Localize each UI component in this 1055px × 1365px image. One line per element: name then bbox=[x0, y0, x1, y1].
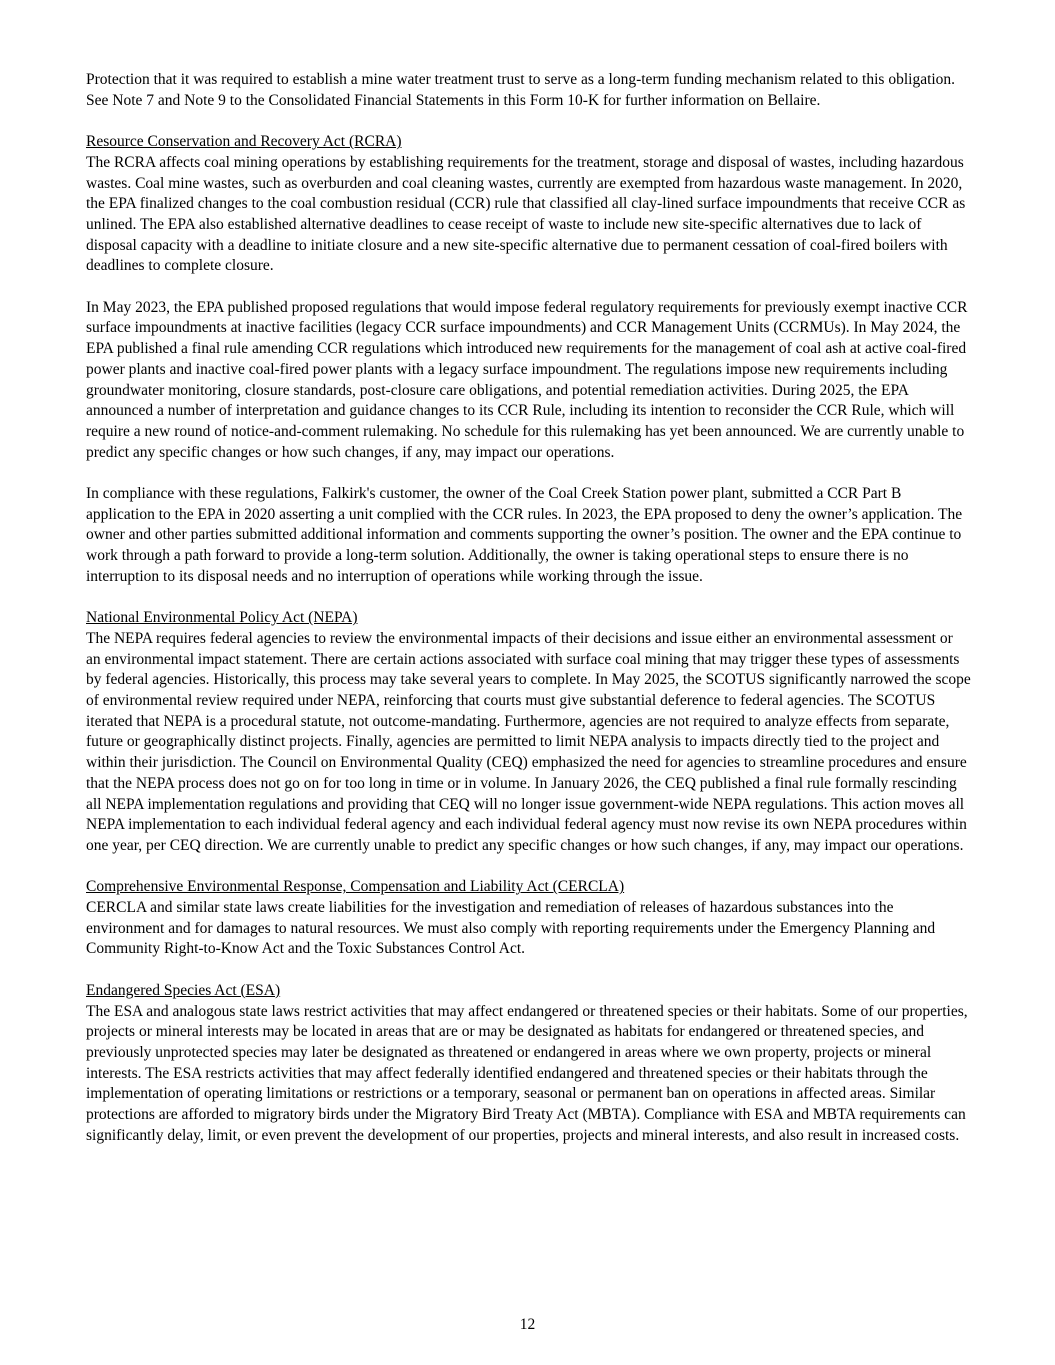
rcra-paragraph-2: In May 2023, the EPA published proposed regulations that would impose federal regulatory requirements for previously exempt inactive CCR surface impoundments at inactive facilities (legacy CCR surface impoundments) and CCR Management Units (CCRMUs). In May 2024, the EPA published a final rule amending CCR regulations which introduced new requirements for the management of coal ash at active coal-fired power plants and inactive coal-fired power plants with a legacy surface impoundment. The regulations impose new requirements including groundwater monitoring, closure standards, post-closure care obligations, and potential remediation activities. During 2025, the EPA announced a number of interpretation and guidance changes to its CCR Rule, including its intention to reconsider the CCR Rule, which will require a new round of notice-and-comment rulemaking. No schedule for this rulemaking has yet been announced. We are currently unable to predict any specific changes or how such changes, if any, may impact our operations. bbox=[86, 298, 968, 461]
esa-paragraph-1: The ESA and analogous state laws restrict activities that may affect endangered or threatened species or their habitats. Some of our properties, projects or mineral interests may be located in areas that are or may be designated as habitats for endangered or threatened species, and previously unprotected species may later be designated as threatened or endangered in areas where we own property, projects or mineral interests. The ESA restricts activities that may affect federally identified endangered and threatened species or their habitats through the implementation of operating limitations or restrictions or a temporary, seasonal or permanent ban on operations in affected areas. Similar protections are afforded to migratory birds under the Migratory Bird Treaty Act (MBTA). Compliance with ESA and MBTA requirements can significantly delay, limit, or even prevent the development of our properties, projects and mineral interests, and also result in increased costs. bbox=[86, 1002, 968, 1144]
spacer bbox=[86, 463, 971, 484]
esa-heading: Endangered Species Act (ESA) bbox=[86, 981, 281, 999]
spacer bbox=[86, 277, 971, 298]
rcra-paragraph-3: In compliance with these regulations, Falkirk's customer, the owner of the Coal Creek Station power plant, submitted a CCR Part B application to the EPA in 2020 asserting a unit complied with the CCR rules. In 2023, the EPA proposed to deny the owner’s application. The owner and other parties submitted additional information and comments supporting the owner’s position. The owner and the EPA continue to work through a path forward to provide a long-term solution. Additionally, the owner is taking operational steps to ensure there is no interruption to its disposal needs and no interruption of operations while working through the issue. bbox=[86, 485, 963, 585]
spacer bbox=[86, 960, 971, 981]
cercla-heading: Comprehensive Environmental Response, Compensation and Liability Act (CERCLA) bbox=[86, 878, 625, 896]
spacer bbox=[86, 857, 971, 878]
spacer bbox=[86, 111, 971, 132]
rcra-heading: Resource Conservation and Recovery Act (RCRA) bbox=[86, 133, 402, 151]
rcra-paragraph-1: The RCRA affects coal mining operations by establishing requirements for the treatment, storage and disposal of wastes, including hazardous wastes. Coal mine wastes, such as overburden and coal cleaning wastes, currently are exempted from hazardous waste management. In 2020, the EPA finalized changes to the coal combustion residual (CCR) rule that classified all clay-lined surface impoundments that receive CCR as unlined. The EPA also established alternative deadlines to cease receipt of waste to include new site-specific alternatives due to lack of disposal capacity with a deadline to initiate closure and a new site-specific alternative due to permanent cessation of coal-fired boilers with deadlines to complete closure. bbox=[86, 153, 966, 275]
intro-paragraph: Protection that it was required to establish a mine water treatment trust to serve as a long-term funding mechanism related to this obligation. See Note 7 and Note 9 to the Consolidated Financial Statements in this Form 10-K for further information on Bellaire. bbox=[86, 71, 956, 109]
spacer bbox=[86, 588, 971, 609]
nepa-paragraph-1: The NEPA requires federal agencies to review the environmental impacts of their decisions and issue either an environmental assessment or an environmental impact statement. There are certain actions associated with surface coal mining that may trigger these types of assessments by federal agencies. Historically, this process may take several years to complete. In May 2025, the SCOTUS significantly narrowed the scope of environmental review required under NEPA, reinforcing that courts must give substantial deference to federal agencies. The SCOTUS iterated that NEPA is a procedural statute, not outcome-mandating. Furthermore, agencies are not required to analyze effects from separate, future or geographically distinct projects. Finally, agencies are permitted to limit NEPA analysis to impacts directly tied to the project and within their jurisdiction. The Council on Environmental Quality (CEQ) emphasized the need for agencies to streamline procedures and ensure that the NEPA process does not go on for too long in time or in volume. In January 2026, the CEQ published a final rule formally rescinding all NEPA implementation regulations and providing that CEQ will no longer issue government-wide NEPA regulations. This action moves all NEPA implementation to each individual federal agency and each individual federal agency must now revise its own NEPA procedures within one year, per CEQ direction. We are currently unable to predict any specific changes or how such changes, if any, may impact our operations. bbox=[86, 629, 971, 854]
page-number: 12 bbox=[519, 1316, 536, 1333]
nepa-heading: National Environmental Policy Act (NEPA) bbox=[86, 609, 358, 627]
document-page bbox=[86, 70, 971, 1146]
cercla-paragraph-1: CERCLA and similar state laws create liabilities for the investigation and remediation of releases of hazardous substances into the environment and for damages to natural resources. We must also comply with reporting requirements under the Emergency Planning and Community Right-to-Know Act and the Toxic Substances Control Act. bbox=[86, 899, 936, 958]
